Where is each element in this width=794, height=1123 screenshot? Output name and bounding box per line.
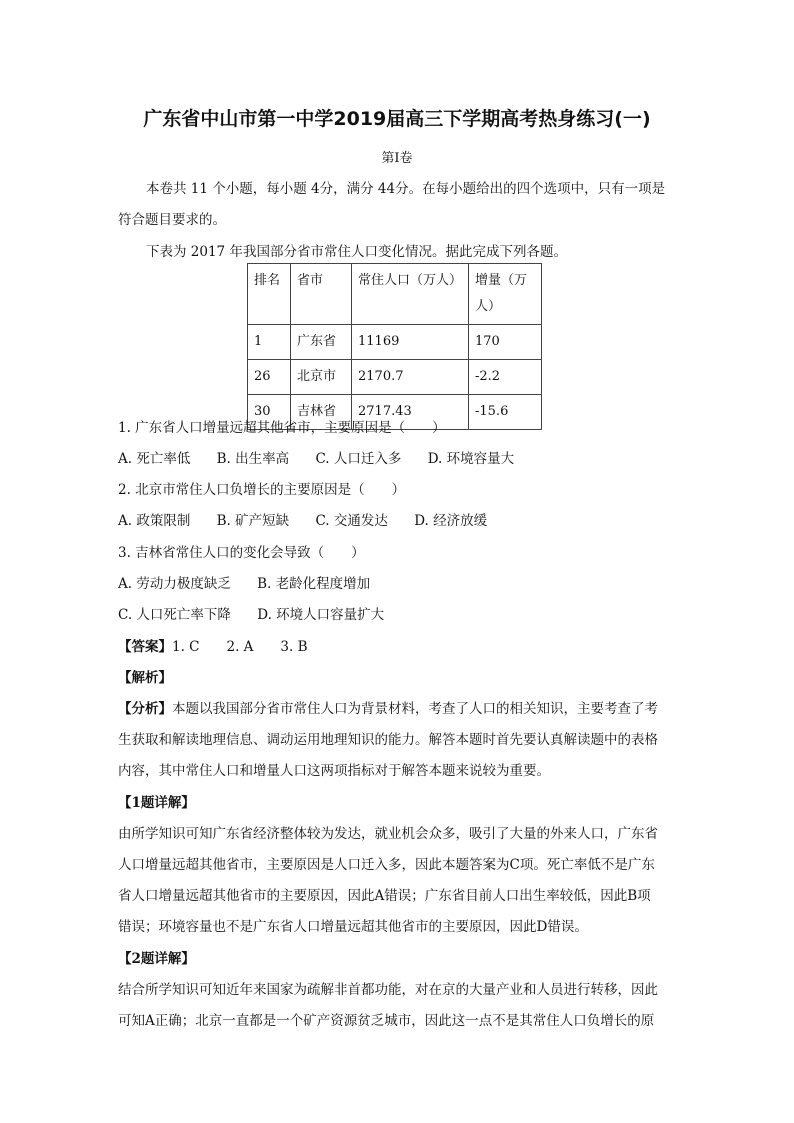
answer-line — [118, 635, 308, 655]
option-c: C. 交通发达 — [315, 513, 388, 529]
question-2-stem: 2. 北京市常住人口负增长的主要原因是（ ） — [118, 482, 406, 498]
q1-detail-label: 【1题详解】 — [118, 795, 195, 811]
table-cell: 30 — [248, 395, 291, 430]
q1-line-4: 错误；环境容量也不是广东省人口增量远超其他省市的主要原因，因此D错误。 — [118, 919, 588, 935]
option-c: C. 人口迁入多 — [315, 451, 402, 467]
answer-label: 【答案】 — [118, 639, 172, 655]
question-1-options — [118, 447, 536, 467]
option-a: A. 政策限制 — [118, 513, 191, 529]
option-b: B. 老龄化程度增加 — [257, 576, 371, 592]
q2-line-2: 可知A正确；北京一直都是一个矿产资源贫乏城市，因此这一点不是其常住人口负增长的原 — [118, 1013, 655, 1029]
header-cell-increase: 增量（万人） — [469, 264, 542, 325]
table-cell: 2170.7 — [352, 360, 469, 395]
table-cell: -2.2 — [469, 360, 542, 395]
q1-line-3: 省人口增量远超其他省市的主要原因，因此A错误；广东省目前人口出生率较低，因此B项 — [118, 888, 651, 904]
option-d: D. 环境人口容量扩大 — [257, 607, 385, 623]
table-cell: 广东省 — [291, 325, 352, 360]
population-table — [247, 263, 542, 430]
intro-line-2: 符合题目要求的。 — [118, 212, 226, 228]
analysis-label: 【解析】 — [118, 670, 172, 686]
fenxi-text: 本题以我国部分省市常住人口为背景材料，考查了人口的相关知识，主要考查了考 — [172, 701, 658, 717]
question-3-stem: 3. 吉林省常住人口的变化会导致（ ） — [118, 545, 365, 561]
option-b: B. 出生率高 — [216, 451, 290, 467]
option-d: D. 环境容量大 — [427, 451, 515, 467]
intro-line-1: 本卷共 11 个小题，每小题 4分，满分 44分。在每小题给出的四个选项中，只有一项是 — [146, 181, 666, 197]
option-a: A. 劳动力极度缺乏 — [118, 576, 231, 592]
table-cell: 26 — [248, 360, 291, 395]
fenxi-line-3: 内容，其中常住人口和增量人口这两项指标对于解答本题来说较为重要。 — [118, 763, 550, 779]
fenxi-line-2: 生获取和解读地理信息、调动运用地理知识的能力。解答本题时首先要认真解读题中的表格 — [118, 732, 658, 748]
header-cell-rank: 排名 — [248, 264, 291, 325]
table-intro: 下表为 2017 年我国部分省市常住人口变化情况。据此完成下列各题。 — [146, 244, 567, 260]
header-cell-province: 省市 — [291, 264, 352, 325]
fenxi-line-1 — [118, 697, 658, 717]
table-cell: 2717.43 — [352, 395, 469, 430]
option-b: B. 矿产短缺 — [216, 513, 290, 529]
question-2-options — [118, 509, 509, 529]
option-d: D. 经济放缓 — [414, 513, 488, 529]
q2-detail-label: 【2题详解】 — [118, 951, 195, 967]
q1-line-1: 由所学知识可知广东省经济整体较为发达，就业机会众多，吸引了大量的外来人口，广东省 — [118, 826, 658, 842]
table-cell: 吉林省 — [291, 395, 352, 430]
q2-line-1: 结合所学知识可知近年来国家为疏解非首都功能，对在京的大量产业和人员进行转移，因此 — [118, 982, 658, 998]
table-cell: 170 — [469, 325, 542, 360]
q1-line-2: 人口增量远超其他省市，主要原因是人口迁入多，因此本题答案为C项。死亡率低不是广东 — [118, 857, 655, 873]
option-c: C. 人口死亡率下降 — [118, 607, 231, 623]
table-cell: 1 — [248, 325, 291, 360]
question-3-options-cd — [118, 603, 406, 623]
table-cell: 北京市 — [291, 360, 352, 395]
table-row — [248, 360, 542, 395]
question-1-stem: 1. 广东省人口增量远超其他省市，主要原因是（ ） — [118, 420, 446, 436]
option-a: A. 死亡率低 — [118, 451, 191, 467]
document-title: 广东省中山市第一中学2019届高三下学期高考热身练习(一) — [143, 108, 651, 130]
answer-text: 1. C 2. A 3. B — [172, 639, 308, 655]
header-cell-population: 常住人口（万人） — [352, 264, 469, 325]
section-heading: 第I卷 — [381, 151, 413, 166]
fenxi-label: 【分析】 — [118, 701, 172, 717]
table-row — [248, 325, 542, 360]
table-cell: -15.6 — [469, 395, 542, 430]
table-header-row — [248, 264, 542, 325]
question-3-options-ab — [118, 572, 392, 592]
table-cell: 11169 — [352, 325, 469, 360]
